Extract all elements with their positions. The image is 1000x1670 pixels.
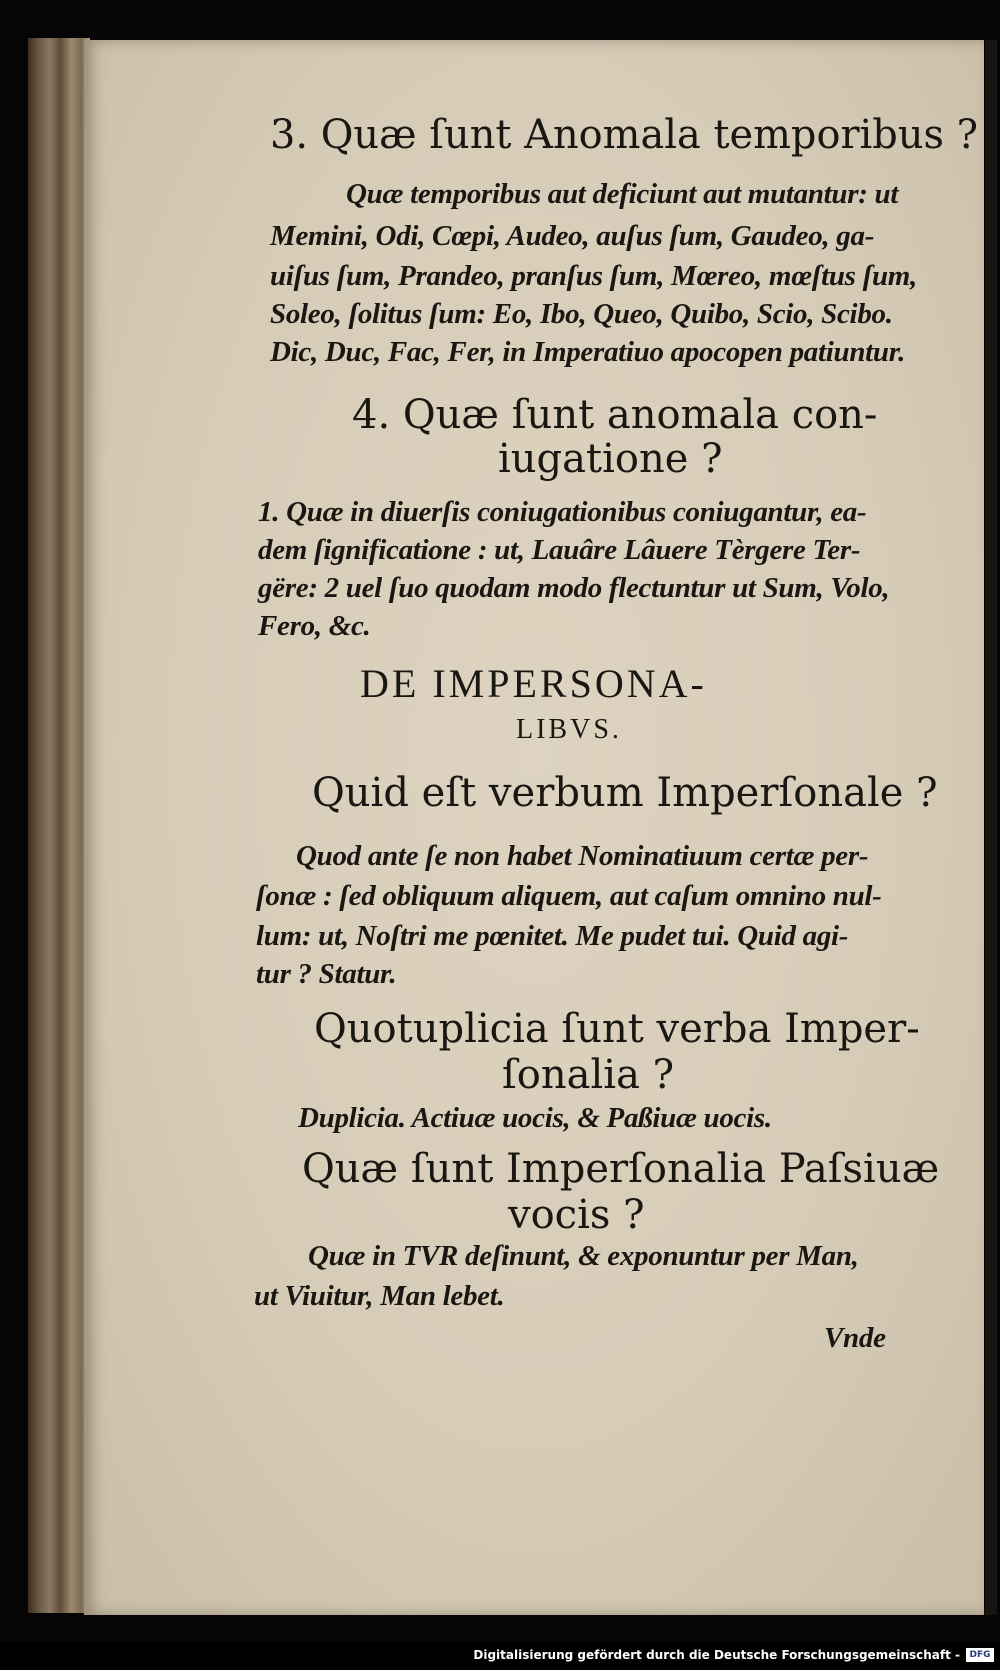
page-right-border — [985, 40, 997, 1615]
answer-q4-line-4: Fero, &c. — [258, 610, 371, 642]
catchword: Vnde — [824, 1322, 886, 1354]
answer-q4-line-2: dem ſignificatione : ut, Lauâre Lâuere Tèrgere Ter- — [258, 534, 861, 566]
book-page-edges — [28, 38, 90, 1613]
heading-passiuae-line-1: Quæ ſunt Imperſonalia Paſsiuæ — [302, 1146, 940, 1192]
answer-q3-line-4: Soleo, ſolitus ſum: Eo, Ibo, Queo, Quibo, Scio, Scibo. — [270, 298, 893, 330]
answer-impersonale-line-2: ſonæ : ſed obliquum aliquem, aut caſum omnino nul- — [256, 880, 882, 912]
answer-q3-line-2: Memini, Odi, Cœpi, Audeo, auſus ſum, Gaudeo, ga- — [270, 220, 875, 252]
answer-impersonale-line-1: Quod ante ſe non habet Nominatiuum certæ per- — [296, 840, 869, 872]
heading-verbum-impersonale: Quid eſt verbum Imperſonale ? — [312, 770, 938, 816]
answer-passiuae-line-2: ut Viuitur, Man lebet. — [254, 1280, 505, 1312]
answer-q4-line-3: gëre: 2 uel ſuo quodam modo flectuntur ut Sum, Volo, — [258, 572, 890, 604]
digitization-credit: Digitalisierung gefördert durch die Deutsche Forschungsgemeinschaft - — [473, 1648, 960, 1662]
answer-quotuplicia: Duplicia. Actiuæ uocis, & Paßiuæ uocis. — [298, 1102, 772, 1134]
heading-quotuplicia-line-2: ſonalia ? — [502, 1052, 675, 1098]
answer-impersonale-line-4: tur ? Statur. — [256, 958, 397, 990]
answer-q3-line-5: Dic, Duc, Fac, Fer, in Imperatiuo apocopen patiuntur. — [270, 336, 906, 368]
heading-anomala-coniugatione-line-1: 4. Quæ ſunt anomala con- — [352, 392, 878, 438]
answer-passiuae-line-1: Quæ in TVR deſinunt, & exponuntur per Man, — [308, 1240, 859, 1272]
heading-anomala-coniugatione-line-2: iugatione ? — [498, 436, 723, 482]
heading-passiuae-line-2: vocis ? — [508, 1192, 645, 1238]
answer-q3-line-3: uiſus ſum, Prandeo, pranſus ſum, Mœreo, mœſtus ſum, — [270, 260, 917, 292]
answer-q4-line-1: 1. Quæ in diuerſis coniugationibus coniugantur, ea- — [258, 496, 867, 528]
answer-impersonale-line-3: lum: ut, Noſtri me pœnitet. Me pudet tui. Quid agi- — [256, 920, 849, 952]
answer-q3-line-1: Quæ temporibus aut deficiunt aut mutantur: ut — [346, 178, 899, 210]
dfg-logo: DFG — [966, 1648, 994, 1662]
section-title-line-1: DE IMPERSONA- — [360, 661, 707, 706]
heading-quotuplicia-line-1: Quotuplicia ſunt verba Imper- — [314, 1006, 920, 1052]
heading-anomala-temporibus: 3. Quæ ſunt Anomala temporibus ? — [270, 112, 979, 158]
section-title-line-2: LIBVS. — [516, 714, 622, 745]
